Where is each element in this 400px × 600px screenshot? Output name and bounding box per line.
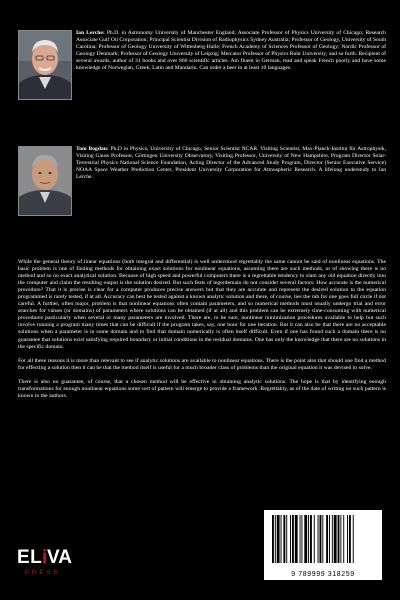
- author-photo-tom-bogdan: [18, 146, 72, 216]
- bio-name: Ian Lerche:: [76, 30, 105, 36]
- eliva-press-logo-icon: [16, 541, 72, 581]
- author-bio-ian-lerche: [18, 30, 386, 130]
- bio-text-ian-lerche: [76, 30, 386, 73]
- back-cover-blurb: [18, 259, 386, 407]
- svg-text:EL: EL: [17, 547, 43, 568]
- blurb-paragraph: There is also no guarantee, of course, that a chosen method will be effective in obtaining analytic solutions. The hope is that by identifying enough transformations for enough nonlinear equations some sort of pattern will emerge to provide a framework .Regrettably, as of the date of writing no such pattern is known to the authors.: [18, 378, 386, 399]
- barcode-bars: [264, 510, 382, 566]
- author-bio-tom-bogdan: [18, 146, 386, 246]
- publisher-logo: [16, 541, 72, 581]
- bio-name: Tom Bogdan:: [76, 146, 109, 152]
- svg-text:PRESS: PRESS: [25, 570, 61, 576]
- isbn-barcode: [264, 510, 382, 580]
- bio-text-tom-bogdan: [76, 146, 386, 181]
- isbn-number: 9 789999 318259: [291, 571, 355, 578]
- blurb-paragraph: While the general theory of linear equations (both integral and differential) is well understood regrettably the same cannot be said of nonlinear equations. The basic problem is one of finding methods for obtaining exact solutions for nonlinear equations, assuming there are such methods, or of showing there is no method and so no exact analytical solution. Because of high speed and powerful computers there is a regrettable tendency to slam any old equation directly into the computer and claim the resulting output is the solution desired. But such feats of legerdemain do not consider several factors: How accurate is the numerical procedure? That it is precise is clear for a computer produces precise answers but that they are accurate and represent the desired solution to the equation programmed is rarely tested, if at all. Accuracy can best be tested against a known analytic solution and there, of course, lies the rub for one goes full circle if not careful. A further, often major, problem is that nonlinear equations often contain parameters, and so numerical methods must usually undergo trial and error searches for values (or domains) of parameters where solutions can be obtained (if at all) and this problem can be extremely time-consuming with numerical procedures particularly when several or many parameters are involved. There are, to be sure, nonlinear minimization procedures available to help but such involve running a program many times that can be difficult if the program takes, say, one hour for one iteration. But it can also be that there are no acceptable solutions when a parameter is in some domain and to find that domain numerically is often itself difficult. Even if one has found such a domain there is no guarantee that solutions exist satisfying required boundary or initial conditions in the residual domains. One has only the knowledge that there are no solutions in the specific domain.: [18, 259, 386, 350]
- bio-body: Ph.D in Physics, University of Chicago, Senior Scientist NCAR. Visiting Scientist, Max-Planck-Institut für Astrophysik, Visiting Gauss Professor, Göttingen University Observatory, Visiting Professor, University of New Hampshire, Program Director Solar-Terrestrial Physics National Science Foundation, Acting Director of the Advanced Study Program, Director (Senior Executive Service) NOAA Space Weather Prediction Center, President University Corporation for Atmospheric Research. A lifelong understudy to Ian Lerche.: [76, 146, 386, 181]
- svg-text:VA: VA: [47, 547, 72, 568]
- author-photo-ian-lerche: [18, 30, 72, 100]
- bio-body: Ph.D. in Astronomy University of Manchester England; Associate Professor of Physics University of Chicago; Research Associate Gulf Oil Corporation; Principal Scientist Division of Radiophysics Sydney Australia; Professor of Geology, University of South Carolina; Professor of Geology University of Wittenberg-Halle; French Academy of Sciences Professor of Geology; Nordic Professor of Geology Denmark; Professor of Geology University of Leipzig; Mercator Professor of Physics Ruhr University; and so forth. Recipient of several awards, author of 31 books and over 860 scientific articles. Am fluent in German, read and speak French poorly and have some knowledge of Norwegian, Greek, Latin and Mandarin. Can order a beer in at least 10 languages.: [76, 30, 386, 72]
- svg-text:i: i: [42, 547, 48, 568]
- blurb-paragraph: For all these reasons it is more than relevant to see if analytic solutions are available to nonlinear equations. There is the point also that should one find a method for effecting a solution then it can be that the method itself is useful for a much broader class of problems than the original equation it was devised to solve.: [18, 357, 386, 371]
